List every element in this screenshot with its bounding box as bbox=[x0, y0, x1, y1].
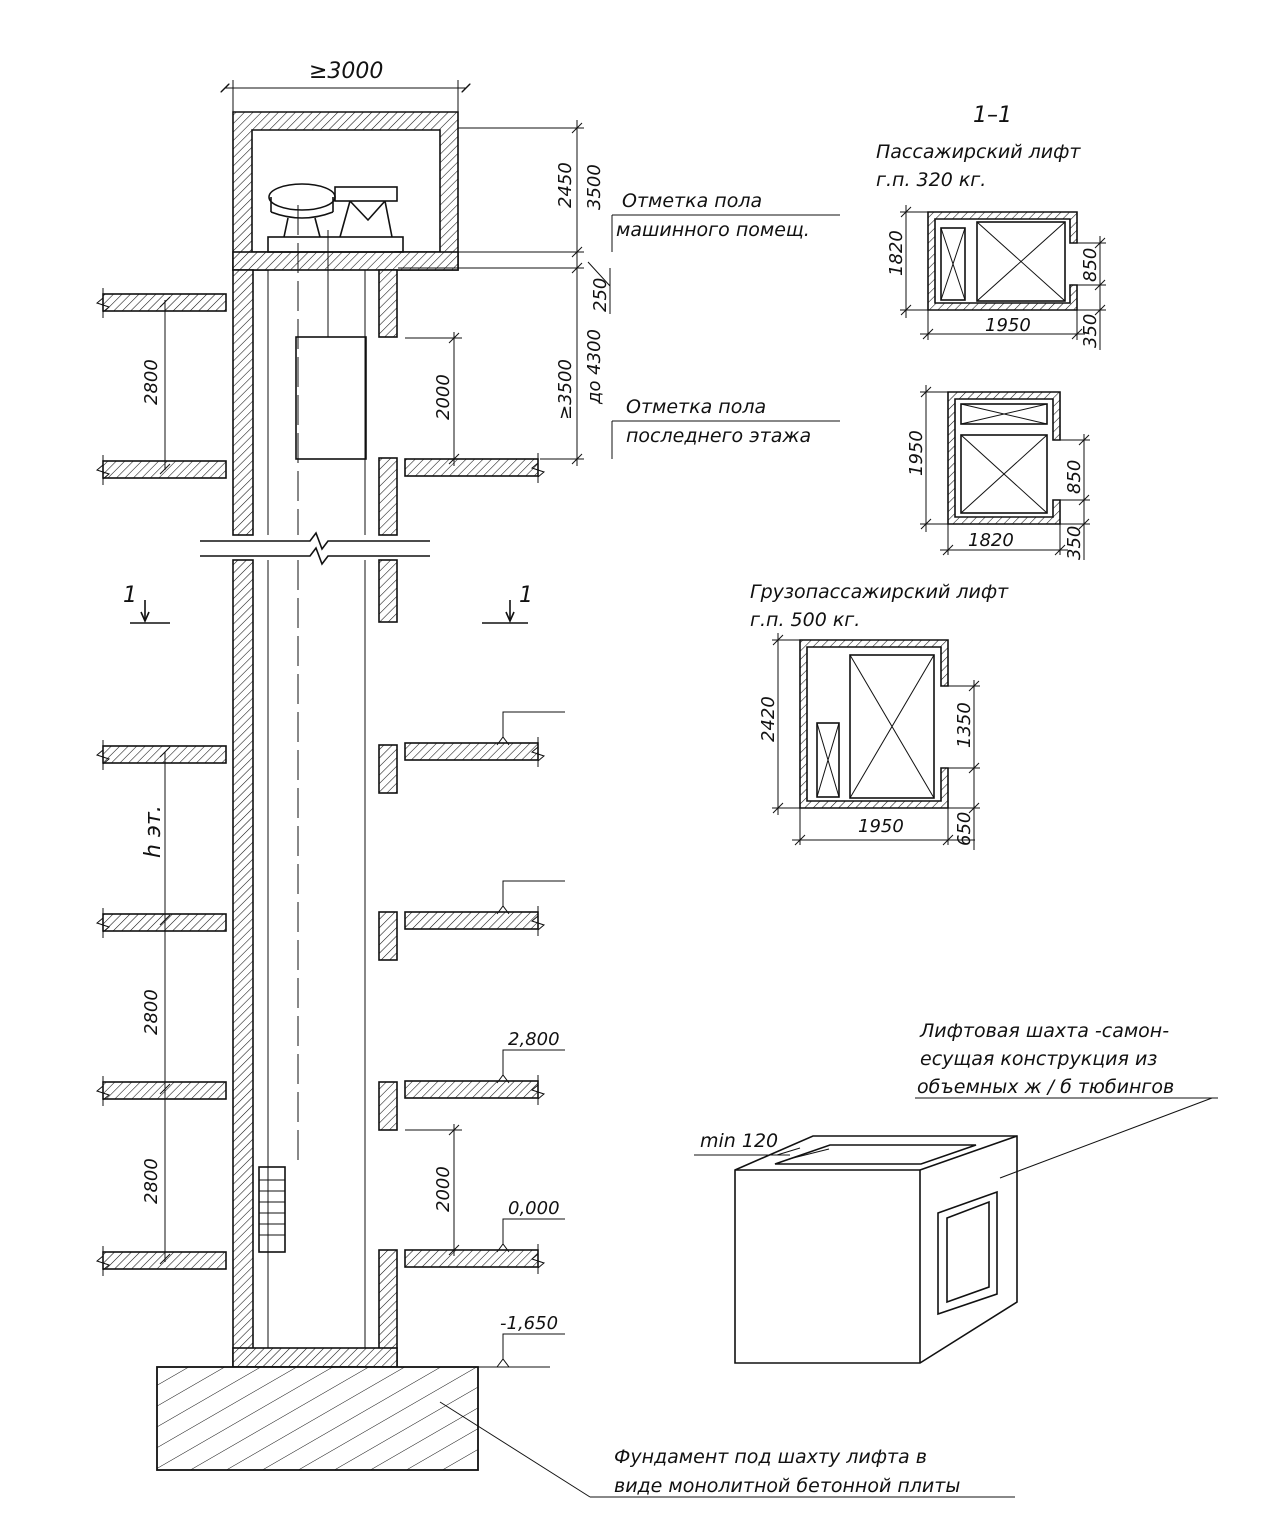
plan1-title-2: г.п. 320 кг. bbox=[876, 169, 987, 191]
shaft-width-dim: ≥3000 bbox=[309, 59, 384, 84]
machine-room-total-dim: 3500 bbox=[584, 164, 605, 210]
floor-slab-right bbox=[405, 459, 538, 476]
section-mark-right: 1 bbox=[519, 583, 533, 608]
door-height-bottom-dim: 2000 bbox=[433, 1166, 454, 1212]
section-marks bbox=[130, 600, 528, 623]
foundation-label-2: виде монолитной бетонной плиты bbox=[614, 1475, 961, 1497]
machine-room-walls bbox=[233, 112, 458, 270]
shaft-left-wall-lower bbox=[233, 560, 253, 1367]
floor-height-top-dim: 2800 bbox=[141, 359, 162, 405]
plan3-depth-dim: 2420 bbox=[758, 696, 779, 742]
plan2-width-dim: 1820 bbox=[968, 530, 1014, 551]
plan3-offset-dim: 650 bbox=[954, 811, 975, 846]
plan1-depth-dim: 1820 bbox=[886, 230, 907, 276]
plan-freight bbox=[758, 633, 980, 850]
plan2-depth-dim: 1950 bbox=[906, 430, 927, 476]
shaft-note-2: есущая конструкция из bbox=[920, 1048, 1158, 1070]
overhead-range-dim: до 4300 bbox=[584, 329, 605, 404]
shaft-right-wall bbox=[379, 1082, 397, 1130]
shaft-right-wall bbox=[379, 560, 397, 622]
plan2-door-dim: 850 bbox=[1064, 459, 1085, 494]
slab-break-marks bbox=[97, 288, 544, 1276]
shaft-right-wall bbox=[379, 458, 397, 535]
plan3-title-1: Грузопассажирский лифт bbox=[750, 581, 1009, 603]
plan2-offset-dim: 350 bbox=[1064, 525, 1085, 560]
shaft-right-wall bbox=[379, 270, 397, 337]
machine-floor-label-2: машинного помещ. bbox=[616, 219, 810, 241]
shaft-module-3d bbox=[694, 1020, 1218, 1363]
floor-height-mid-dim: 2800 bbox=[141, 989, 162, 1035]
plan1-width-dim: 1950 bbox=[985, 315, 1031, 336]
plan-passenger-2 bbox=[906, 385, 1090, 560]
floor-slabs bbox=[97, 288, 544, 1276]
floor-height-low-dim: 2800 bbox=[141, 1158, 162, 1204]
counterweight bbox=[259, 1167, 285, 1252]
floor-slab-right bbox=[405, 1081, 538, 1098]
shaft-right-wall bbox=[379, 745, 397, 793]
elevator-cabin bbox=[296, 337, 366, 459]
plan1-door-dim: 850 bbox=[1080, 247, 1101, 282]
shaft-note-1: Лифтовая шахта -самон- bbox=[920, 1020, 1170, 1042]
last-floor-label-2: последнего этажа bbox=[626, 425, 812, 447]
plan3-door-dim: 1350 bbox=[954, 702, 975, 748]
floor-slab-right bbox=[405, 1250, 538, 1267]
elevation-dimensions bbox=[123, 59, 1015, 1497]
last-floor-label-1: Отметка пола bbox=[626, 396, 767, 418]
shaft-note-3: объемных ж / б тюбингов bbox=[917, 1076, 1175, 1098]
plan3-title-2: г.п. 500 кг. bbox=[750, 609, 861, 631]
level-minus-label: -1,650 bbox=[500, 1313, 559, 1334]
section-mark-left: 1 bbox=[123, 583, 137, 608]
floor-slab-right bbox=[405, 912, 538, 929]
machine-room-height-dim: 2450 bbox=[555, 162, 576, 208]
door-height-top-dim: 2000 bbox=[433, 374, 454, 420]
section-title: 1–1 bbox=[973, 103, 1012, 128]
plan1-title-1: Пассажирский лифт bbox=[876, 141, 1081, 163]
plan3-width-dim: 1950 bbox=[858, 816, 904, 837]
plan-passenger-1 bbox=[886, 205, 1106, 350]
plan1-offset-dim: 350 bbox=[1080, 313, 1101, 348]
floor-height-label: h эт. bbox=[141, 805, 166, 858]
foundation-slab bbox=[157, 1367, 478, 1470]
level-plus-label: 2,800 bbox=[508, 1029, 560, 1050]
machine-room-slab bbox=[233, 252, 458, 270]
slab-thickness-dim: 250 bbox=[590, 277, 611, 312]
foundation-label-1: Фундамент под шахту лифта в bbox=[614, 1446, 927, 1468]
overhead-min-dim: ≥3500 bbox=[555, 359, 576, 420]
pit-floor bbox=[233, 1348, 397, 1367]
floor-slab-right bbox=[405, 743, 538, 760]
hoist-machine bbox=[268, 184, 403, 252]
level-zero-label: 0,000 bbox=[508, 1198, 560, 1219]
shaft-right-wall bbox=[379, 912, 397, 960]
min-thickness-label: min 120 bbox=[700, 1130, 779, 1152]
machine-floor-label-1: Отметка пола bbox=[622, 190, 763, 212]
shaft-left-wall-upper bbox=[233, 270, 253, 535]
